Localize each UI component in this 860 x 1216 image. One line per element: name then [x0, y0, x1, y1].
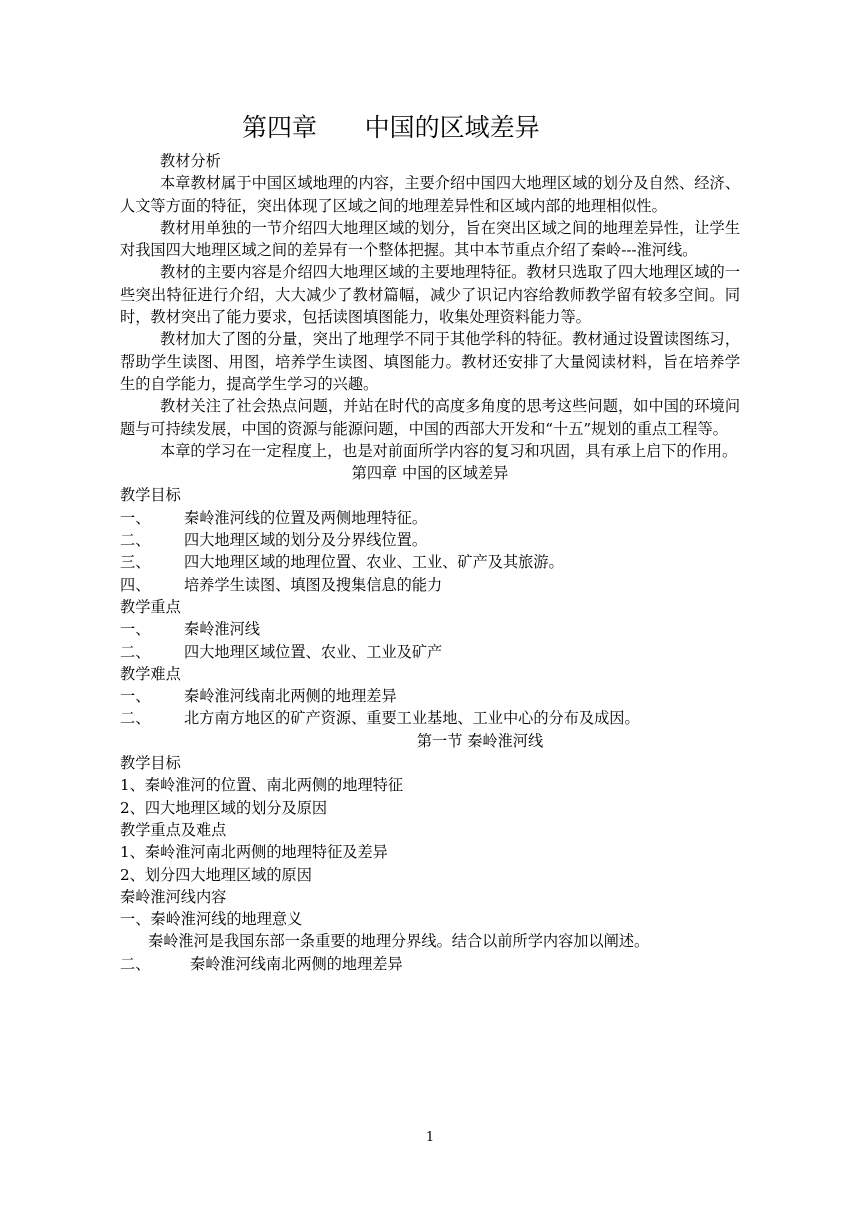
analysis-paragraph: 教材用单独的一节介绍四大地理区域的划分，旨在突出区域之间的地理差异性，让学生对我国四大地理区域之间的差异有一个整体把握。其中本节重点介绍了秦岭---淮河线。 [120, 218, 740, 260]
list-item-number: 一、 [120, 687, 151, 706]
analysis-paragraph: 教材关注了社会热点问题，并站在时代的高度多角度的思考这些问题，如中国的环境问题与可持续发展，中国的资源与能源问题，中国的西部大开发和“十五”规划的重点工程等。 [120, 397, 740, 438]
list-item: 2、四大地理区域的划分及原因 [120, 798, 328, 817]
list-item [120, 574, 740, 596]
list-item [120, 551, 740, 573]
list-item-number: 二、 [120, 531, 151, 550]
chapter-goals-heading: 教学目标 [120, 486, 181, 505]
list-item-text: 秦岭淮河线南北两侧的地理差异 [184, 687, 397, 706]
list-item-number: 二、 [120, 709, 151, 728]
analysis-paragraph: 教材加大了图的分量，突出了地理学不同于其他学科的特征。教材通过设置读图练习，帮助学生读图、用图，培养学生读图、填图能力。教材还安排了大量阅读材料，旨在培养学生的自学能力，提高学生学习的兴趣。 [120, 330, 740, 393]
list-item [120, 529, 740, 551]
section-content-heading: 秦岭淮河线内容 [120, 887, 227, 906]
list-item-text: 北方南方地区的矿产资源、重要工业基地、工业中心的分布及成因。 [184, 709, 640, 728]
list-item-text: 秦岭淮河线的位置及两侧地理特征。 [184, 508, 427, 527]
section-heading: 第一节 秦岭淮河线 [416, 731, 544, 750]
section-goals-heading: 教学目标 [120, 754, 181, 773]
list-item: 一、秦岭淮河线的地理意义 [120, 910, 303, 929]
list-item [120, 685, 740, 707]
list-item: 2、划分四大地理区域的原因 [120, 865, 312, 884]
list-item-text: 四大地理区域的划分及分界线位置。 [184, 531, 427, 550]
list-item-text: 四大地理区域位置、农业、工业及矿产 [184, 642, 443, 661]
page-number: 1 [425, 1130, 435, 1145]
list-item [120, 507, 740, 529]
analysis-paragraph: 本章的学习在一定程度上，也是对前面所学内容的复习和巩固，具有承上启下的作用。 [160, 441, 738, 460]
list-item [120, 953, 740, 975]
list-item [120, 641, 740, 663]
chapter-difficulty-heading: 教学难点 [120, 664, 181, 683]
list-item [120, 707, 740, 729]
list-item-text: 秦岭淮河线南北两侧的地理差异 [190, 954, 403, 973]
list-item: 1、秦岭淮河南北两侧的地理特征及差异 [120, 843, 388, 862]
document-body [120, 150, 740, 975]
list-item [120, 618, 740, 640]
list-item-text: 秦岭淮河线 [184, 620, 260, 639]
chapter-key-heading: 教学重点 [120, 597, 181, 616]
list-item-number: 二、 [120, 642, 151, 661]
list-item-text: 培养学生读图、填图及搜集信息的能力 [184, 575, 443, 594]
list-item-number: 四、 [120, 575, 151, 594]
list-item-number: 二、 [120, 954, 151, 973]
list-item-number: 三、 [120, 553, 151, 572]
analysis-paragraph: 教材的主要内容是介绍四大地理区域的主要地理特征。教材只选取了四大地理区域的一些突出特征进行介绍，大大减少了教材篇幅，减少了识记内容给教师教学留有较多空间。同时，教材突出了能力要求，包括读图填图能力，收集处理资料能力等。 [120, 263, 740, 327]
section-key-heading: 教学重点及难点 [120, 820, 227, 839]
list-item-text: 四大地理区域的地理位置、农业、工业、矿产及其旅游。 [184, 553, 564, 572]
list-item: 1、秦岭淮河的位置、南北两侧的地理特征 [120, 776, 404, 795]
analysis-heading: 教材分析 [160, 152, 221, 170]
analysis-paragraph: 本章教材属于中国区域地理的内容，主要介绍中国四大地理区域的划分及自然、经济、人文等方面的特征，突出体现了区域之间的地理差异性和区域内部的地理相似性。 [120, 174, 740, 215]
chapter-heading: 第四章 中国的区域差异 [351, 464, 509, 483]
list-item-number: 一、 [120, 508, 151, 527]
page-title: 第四章 中国的区域差异 [242, 113, 540, 142]
list-item-number: 一、 [120, 620, 151, 639]
content-paragraph: 秦岭淮河是我国东部一条重要的地理分界线。结合以前所学内容加以阐述。 [148, 932, 650, 951]
